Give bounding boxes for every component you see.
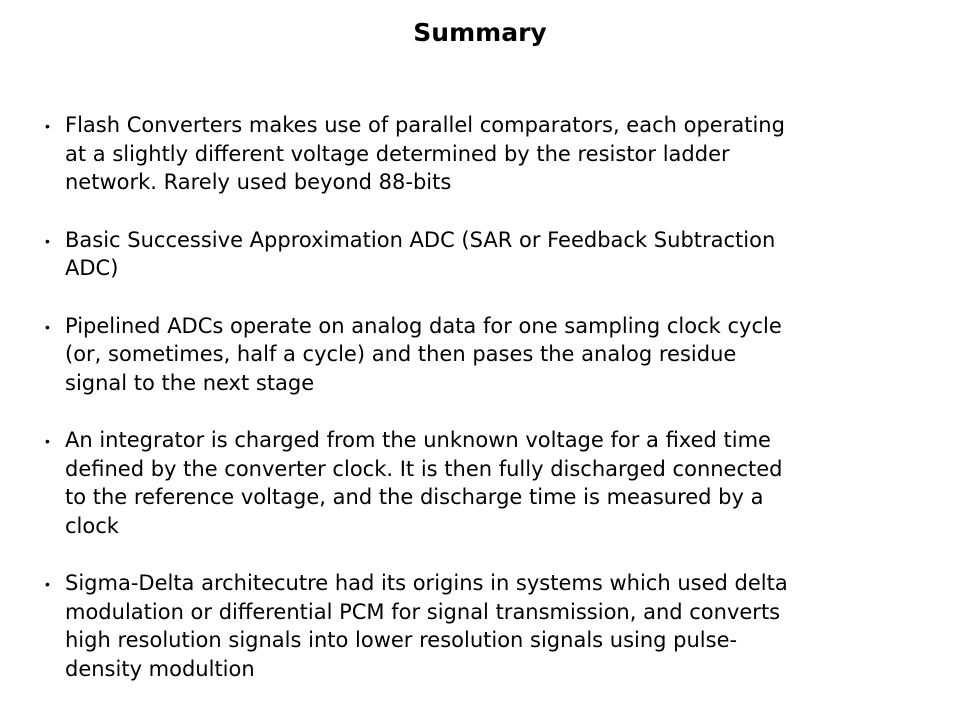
bullet-dot-icon: • — [45, 433, 50, 449]
bullet-item-pipelined-adc — [42, 312, 902, 398]
bullet-text: Flash Converters makes use of parallel comparators, each operating at a slightly different voltage determined by the resistor ladder network. Rarely used beyond 88-bits — [65, 113, 785, 194]
bullet-dot-icon: • — [45, 318, 50, 335]
bullet-item-sar-adc — [42, 226, 902, 283]
bullet-item-sigma-delta — [42, 569, 902, 683]
bullet-dot-icon: • — [45, 576, 50, 592]
bullet-dot-icon: • — [45, 118, 50, 134]
bullet-text: Sigma-Delta architecutre had its origins in systems which used delta modulation or differential PCM for signal transmission, and converts high resolution signals into lower resolution signals using pulse- density modultion — [65, 571, 788, 681]
bullet-item-flash-converters — [42, 111, 902, 197]
bullet-item-integrator — [42, 426, 902, 540]
bullet-dot-icon: • — [45, 232, 50, 249]
summary-bullet-list — [42, 111, 902, 712]
bullet-text: An integrator is charged from the unknown voltage for a fixed time defined by the converter clock. It is then fully discharged connected to the reference voltage, and the discharge time is measured by a clock — [65, 428, 783, 538]
bullet-text: Pipelined ADCs operate on analog data for one sampling clock cycle (or, sometimes, half a cycle) and then pases the analog residue signal to the next stage — [65, 313, 782, 395]
bullet-text: Basic Successive Approximation ADC (SAR or Feedback Subtraction ADC) — [65, 227, 776, 280]
slide-title: Summary — [413, 18, 547, 47]
